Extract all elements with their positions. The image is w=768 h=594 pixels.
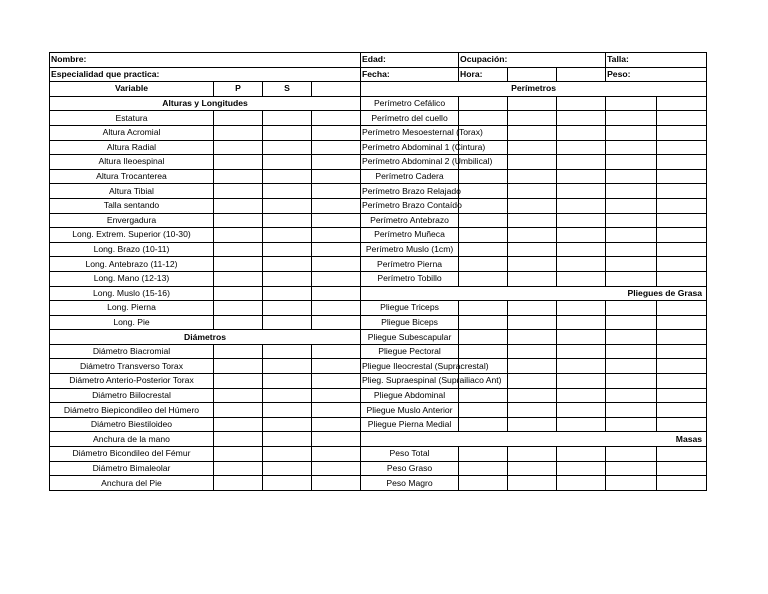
- value-cell[interactable]: [606, 374, 657, 389]
- variable-label: Altura Trocanterea: [50, 169, 214, 184]
- extra-value-cell[interactable]: [312, 242, 361, 257]
- s-value-cell[interactable]: [263, 417, 312, 432]
- blank-header-cell: [312, 82, 361, 97]
- p-value-cell[interactable]: [214, 242, 263, 257]
- value-cell[interactable]: [459, 184, 508, 199]
- perimeter-label: Perímetro Muslo (1cm): [361, 242, 459, 257]
- value-cell[interactable]: [606, 213, 657, 228]
- table-row: [50, 301, 707, 316]
- table-row: [50, 432, 707, 447]
- variable-label: Altura Ileoespinal: [50, 155, 214, 170]
- extra-value-cell[interactable]: [312, 286, 361, 301]
- p-value-cell[interactable]: [214, 111, 263, 126]
- talla-label: Talla:: [606, 53, 707, 68]
- value-cell[interactable]: [508, 198, 557, 213]
- value-cell[interactable]: [657, 140, 707, 155]
- table-row: [50, 184, 707, 199]
- edad-label: Edad:: [361, 53, 459, 68]
- s-value-cell[interactable]: [263, 374, 312, 389]
- perimeter-label: Pliegue Ileocrestal (Supracrestal): [361, 359, 459, 374]
- table-row: [50, 271, 707, 286]
- p-value-cell[interactable]: [214, 344, 263, 359]
- extra-value-cell[interactable]: [312, 388, 361, 403]
- column-header-row: [50, 82, 707, 97]
- value-cell[interactable]: [557, 374, 606, 389]
- value-cell[interactable]: [557, 155, 606, 170]
- value-cell[interactable]: [657, 388, 707, 403]
- value-cell[interactable]: [459, 330, 508, 345]
- table-row: [50, 315, 707, 330]
- p-value-cell[interactable]: [214, 374, 263, 389]
- s-value-cell[interactable]: [263, 315, 312, 330]
- fecha-label: Fecha:: [361, 67, 459, 82]
- p-value-cell[interactable]: [214, 301, 263, 316]
- p-value-cell[interactable]: [214, 155, 263, 170]
- value-cell[interactable]: [508, 213, 557, 228]
- s-value-cell[interactable]: [263, 432, 312, 447]
- table-row: [50, 330, 707, 345]
- extra-value-cell[interactable]: [312, 359, 361, 374]
- value-cell[interactable]: [606, 447, 657, 462]
- value-cell[interactable]: [657, 315, 707, 330]
- variable-label: Anchura de la mano: [50, 432, 214, 447]
- s-value-cell[interactable]: [263, 447, 312, 462]
- extra-value-cell[interactable]: [312, 476, 361, 491]
- perimeter-label: Peso Graso: [361, 461, 459, 476]
- extra-value-cell[interactable]: [312, 155, 361, 170]
- variable-label: Diámetro Transverso Torax: [50, 359, 214, 374]
- value-cell[interactable]: [508, 388, 557, 403]
- value-cell[interactable]: [508, 169, 557, 184]
- value-cell[interactable]: [606, 359, 657, 374]
- value-cell[interactable]: [508, 447, 557, 462]
- value-cell[interactable]: [606, 476, 657, 491]
- value-cell[interactable]: [557, 315, 606, 330]
- value-cell[interactable]: [508, 271, 557, 286]
- extra-value-cell[interactable]: [312, 301, 361, 316]
- value-cell[interactable]: [657, 476, 707, 491]
- value-cell[interactable]: [557, 169, 606, 184]
- perimeter-label: Perímetro Abdominal 2 (Umbilical): [361, 155, 459, 170]
- extra-value-cell[interactable]: [312, 125, 361, 140]
- perimeter-label: Perímetro Cadera: [361, 169, 459, 184]
- table-row: [50, 155, 707, 170]
- perimeter-label: Perímetro del cuello: [361, 111, 459, 126]
- variable-label: Altura Tibial: [50, 184, 214, 199]
- value-cell[interactable]: [508, 374, 557, 389]
- p-header: P: [214, 82, 263, 97]
- value-cell[interactable]: [508, 330, 557, 345]
- value-cell[interactable]: [459, 403, 508, 418]
- value-cell[interactable]: [557, 388, 606, 403]
- variable-label: Diámetro Biestiloideo: [50, 417, 214, 432]
- value-cell[interactable]: [459, 417, 508, 432]
- value-cell[interactable]: [657, 330, 707, 345]
- value-cell[interactable]: [557, 417, 606, 432]
- table-row: [50, 198, 707, 213]
- value-cell[interactable]: [459, 213, 508, 228]
- value-cell[interactable]: [657, 198, 707, 213]
- value-cell[interactable]: [557, 242, 606, 257]
- s-value-cell[interactable]: [263, 301, 312, 316]
- value-cell[interactable]: [459, 461, 508, 476]
- value-cell[interactable]: [657, 461, 707, 476]
- s-value-cell[interactable]: [263, 403, 312, 418]
- value-cell[interactable]: [557, 271, 606, 286]
- value-cell[interactable]: [657, 242, 707, 257]
- s-value-cell[interactable]: [263, 198, 312, 213]
- value-cell[interactable]: [459, 447, 508, 462]
- p-value-cell[interactable]: [214, 461, 263, 476]
- p-value-cell[interactable]: [214, 257, 263, 272]
- s-value-cell[interactable]: [263, 388, 312, 403]
- table-row: [50, 344, 707, 359]
- value-cell[interactable]: [657, 228, 707, 243]
- perimeter-label: Peso Magro: [361, 476, 459, 491]
- value-cell[interactable]: [657, 96, 707, 111]
- value-cell[interactable]: [508, 111, 557, 126]
- value-cell[interactable]: [606, 111, 657, 126]
- value-cell[interactable]: [606, 228, 657, 243]
- s-header: S: [263, 82, 312, 97]
- table-row: [50, 111, 707, 126]
- p-value-cell[interactable]: [214, 417, 263, 432]
- extra-value-cell[interactable]: [312, 344, 361, 359]
- perimeter-label: Peso Total: [361, 447, 459, 462]
- value-cell[interactable]: [557, 461, 606, 476]
- value-cell[interactable]: [459, 111, 508, 126]
- value-cell[interactable]: [459, 96, 508, 111]
- value-cell[interactable]: [606, 315, 657, 330]
- table-row: [50, 140, 707, 155]
- p-value-cell[interactable]: [214, 432, 263, 447]
- s-value-cell[interactable]: [263, 169, 312, 184]
- value-cell[interactable]: [459, 169, 508, 184]
- p-value-cell[interactable]: [214, 271, 263, 286]
- value-cell[interactable]: [657, 169, 707, 184]
- value-cell[interactable]: [606, 184, 657, 199]
- perimeter-label: Perímetro Mesoesternal (Torax): [361, 125, 459, 140]
- extra-value-cell[interactable]: [312, 140, 361, 155]
- extra-value-cell[interactable]: [312, 184, 361, 199]
- variable-label: Diámetro Biilocrestal: [50, 388, 214, 403]
- value-cell[interactable]: [508, 315, 557, 330]
- value-cell[interactable]: [508, 344, 557, 359]
- perimeter-label: Pliegue Muslo Anterior: [361, 403, 459, 418]
- variable-label: Long. Brazo (10-11): [50, 242, 214, 257]
- value-cell[interactable]: [657, 359, 707, 374]
- value-cell[interactable]: [606, 301, 657, 316]
- value-cell[interactable]: [557, 96, 606, 111]
- variable-label: Long. Antebrazo (11-12): [50, 257, 214, 272]
- value-cell[interactable]: [459, 228, 508, 243]
- value-cell[interactable]: [508, 417, 557, 432]
- perimeter-label: Perímetro Brazo Contaído: [361, 198, 459, 213]
- p-value-cell[interactable]: [214, 213, 263, 228]
- extra-value-cell[interactable]: [312, 169, 361, 184]
- value-cell[interactable]: [508, 301, 557, 316]
- value-cell[interactable]: [508, 184, 557, 199]
- hora-cell[interactable]: [557, 67, 606, 82]
- s-value-cell[interactable]: [263, 213, 312, 228]
- value-cell[interactable]: [657, 344, 707, 359]
- value-cell[interactable]: [657, 111, 707, 126]
- perimeter-label: Perímetro Cefálico: [361, 96, 459, 111]
- perimeter-label: Pliegue Pierna Medial: [361, 417, 459, 432]
- value-cell[interactable]: [657, 301, 707, 316]
- value-cell[interactable]: [657, 403, 707, 418]
- value-cell[interactable]: [557, 184, 606, 199]
- value-cell[interactable]: [508, 461, 557, 476]
- value-cell[interactable]: [606, 271, 657, 286]
- value-cell[interactable]: [459, 301, 508, 316]
- value-cell[interactable]: [657, 271, 707, 286]
- extra-value-cell[interactable]: [312, 461, 361, 476]
- value-cell[interactable]: [459, 242, 508, 257]
- section-heading: Diámetros: [50, 330, 361, 345]
- p-value-cell[interactable]: [214, 169, 263, 184]
- table-row: [50, 403, 707, 418]
- s-value-cell[interactable]: [263, 257, 312, 272]
- perimeter-label: Pliegue Triceps: [361, 301, 459, 316]
- s-value-cell[interactable]: [263, 461, 312, 476]
- value-cell[interactable]: [606, 330, 657, 345]
- variable-label: Anchura del Pie: [50, 476, 214, 491]
- table-row: [50, 461, 707, 476]
- variable-label: Diámetro Biepicondileo del Húmero: [50, 403, 214, 418]
- table-row: [50, 447, 707, 462]
- value-cell[interactable]: [606, 169, 657, 184]
- value-cell[interactable]: [657, 417, 707, 432]
- section-heading: Alturas y Longitudes: [50, 96, 361, 111]
- extra-value-cell[interactable]: [312, 403, 361, 418]
- s-value-cell[interactable]: [263, 286, 312, 301]
- s-value-cell[interactable]: [263, 125, 312, 140]
- s-value-cell[interactable]: [263, 228, 312, 243]
- variable-label: Diámetro Biacromial: [50, 344, 214, 359]
- value-cell[interactable]: [606, 242, 657, 257]
- value-cell[interactable]: [459, 344, 508, 359]
- p-value-cell[interactable]: [214, 359, 263, 374]
- value-cell[interactable]: [557, 257, 606, 272]
- value-cell[interactable]: [557, 330, 606, 345]
- perimeter-label: Pliegue Pectoral: [361, 344, 459, 359]
- perimeter-label: Pliegue Abdominal: [361, 388, 459, 403]
- table-row: [50, 228, 707, 243]
- hora-label: Hora:: [459, 67, 508, 82]
- value-cell[interactable]: [508, 228, 557, 243]
- value-cell[interactable]: [657, 184, 707, 199]
- value-cell[interactable]: [557, 140, 606, 155]
- extra-value-cell[interactable]: [312, 257, 361, 272]
- extra-value-cell[interactable]: [312, 213, 361, 228]
- value-cell[interactable]: [606, 96, 657, 111]
- perimeter-label: Perímetro Abdominal 1 (Cintura): [361, 140, 459, 155]
- p-value-cell[interactable]: [214, 184, 263, 199]
- perimeter-label: Plieg. Supraespinal (Suprailiaco Ant): [361, 374, 459, 389]
- p-value-cell[interactable]: [214, 125, 263, 140]
- p-value-cell[interactable]: [214, 286, 263, 301]
- peso-label: Peso:: [606, 67, 707, 82]
- table-row: [50, 125, 707, 140]
- perimeter-label: Perímetro Muñeca: [361, 228, 459, 243]
- value-cell[interactable]: [459, 315, 508, 330]
- perimetros-header: Perímetros: [361, 82, 707, 97]
- anthropometry-form-table: [49, 52, 707, 491]
- value-cell[interactable]: [657, 257, 707, 272]
- table-row: [50, 242, 707, 257]
- value-cell[interactable]: [557, 125, 606, 140]
- section-heading: Pliegues de Grasa: [361, 286, 707, 301]
- table-row: [50, 388, 707, 403]
- ocupacion-label: Ocupación:: [459, 53, 606, 68]
- header-row-2: [50, 67, 707, 82]
- perimeter-label: Perímetro Tobillo: [361, 271, 459, 286]
- table-row: [50, 417, 707, 432]
- value-cell[interactable]: [657, 213, 707, 228]
- value-cell[interactable]: [657, 447, 707, 462]
- p-value-cell[interactable]: [214, 228, 263, 243]
- value-cell[interactable]: [606, 257, 657, 272]
- table-row: [50, 213, 707, 228]
- table-row: [50, 476, 707, 491]
- perimeter-label: Pliegue Subescapular: [361, 330, 459, 345]
- value-cell[interactable]: [606, 140, 657, 155]
- variable-label: Altura Acromial: [50, 125, 214, 140]
- extra-value-cell[interactable]: [312, 432, 361, 447]
- value-cell[interactable]: [508, 476, 557, 491]
- section-heading: Masas: [361, 432, 707, 447]
- extra-value-cell[interactable]: [312, 228, 361, 243]
- p-value-cell[interactable]: [214, 315, 263, 330]
- p-value-cell[interactable]: [214, 447, 263, 462]
- perimeter-label: Perímetro Brazo Relajado: [361, 184, 459, 199]
- value-cell[interactable]: [508, 403, 557, 418]
- value-cell[interactable]: [606, 125, 657, 140]
- extra-value-cell[interactable]: [312, 271, 361, 286]
- value-cell[interactable]: [459, 271, 508, 286]
- value-cell[interactable]: [459, 257, 508, 272]
- table-row: [50, 96, 707, 111]
- especialidad-label: Especialidad que practica:: [50, 67, 361, 82]
- value-cell[interactable]: [557, 301, 606, 316]
- variable-label: Envergadura: [50, 213, 214, 228]
- s-value-cell[interactable]: [263, 359, 312, 374]
- value-cell[interactable]: [508, 242, 557, 257]
- variable-label: Estatura: [50, 111, 214, 126]
- value-cell[interactable]: [557, 344, 606, 359]
- value-cell[interactable]: [557, 447, 606, 462]
- p-value-cell[interactable]: [214, 403, 263, 418]
- perimeter-label: Pliegue Biceps: [361, 315, 459, 330]
- extra-value-cell[interactable]: [312, 315, 361, 330]
- variable-label: Long. Pierna: [50, 301, 214, 316]
- s-value-cell[interactable]: [263, 184, 312, 199]
- variable-label: Diámetro Anterio-Posterior Torax: [50, 374, 214, 389]
- value-cell[interactable]: [606, 403, 657, 418]
- table-row: [50, 169, 707, 184]
- value-cell[interactable]: [557, 198, 606, 213]
- header-row-1: [50, 53, 707, 68]
- value-cell[interactable]: [557, 111, 606, 126]
- value-cell[interactable]: [657, 125, 707, 140]
- table-row: [50, 286, 707, 301]
- table-row: [50, 359, 707, 374]
- variable-label: Diámetro Bicondileo del Fémur: [50, 447, 214, 462]
- table-row: [50, 374, 707, 389]
- s-value-cell[interactable]: [263, 242, 312, 257]
- variable-header: Variable: [50, 82, 214, 97]
- value-cell[interactable]: [606, 155, 657, 170]
- variable-label: Long. Mano (12-13): [50, 271, 214, 286]
- value-cell[interactable]: [557, 476, 606, 491]
- variable-label: Long. Extrem. Superior (10-30): [50, 228, 214, 243]
- value-cell[interactable]: [657, 374, 707, 389]
- value-cell[interactable]: [508, 257, 557, 272]
- value-cell[interactable]: [557, 403, 606, 418]
- extra-value-cell[interactable]: [312, 417, 361, 432]
- extra-value-cell[interactable]: [312, 374, 361, 389]
- value-cell[interactable]: [606, 344, 657, 359]
- value-cell[interactable]: [459, 198, 508, 213]
- p-value-cell[interactable]: [214, 476, 263, 491]
- nombre-label: Nombre:: [50, 53, 361, 68]
- variable-label: Long. Muslo (15-16): [50, 286, 214, 301]
- s-value-cell[interactable]: [263, 111, 312, 126]
- s-value-cell[interactable]: [263, 140, 312, 155]
- value-cell[interactable]: [606, 461, 657, 476]
- value-cell[interactable]: [606, 388, 657, 403]
- perimeter-label: Perímetro Pierna: [361, 257, 459, 272]
- value-cell[interactable]: [508, 125, 557, 140]
- extra-value-cell[interactable]: [312, 111, 361, 126]
- value-cell[interactable]: [657, 155, 707, 170]
- s-value-cell[interactable]: [263, 155, 312, 170]
- value-cell[interactable]: [606, 198, 657, 213]
- value-cell[interactable]: [459, 388, 508, 403]
- p-value-cell[interactable]: [214, 140, 263, 155]
- value-cell[interactable]: [508, 140, 557, 155]
- variable-label: Talla sentando: [50, 198, 214, 213]
- value-cell[interactable]: [557, 228, 606, 243]
- table-row: [50, 257, 707, 272]
- p-value-cell[interactable]: [214, 388, 263, 403]
- variable-label: Altura Radial: [50, 140, 214, 155]
- value-cell[interactable]: [459, 476, 508, 491]
- value-cell[interactable]: [508, 155, 557, 170]
- extra-value-cell[interactable]: [312, 198, 361, 213]
- value-cell[interactable]: [557, 359, 606, 374]
- value-cell[interactable]: [557, 213, 606, 228]
- s-value-cell[interactable]: [263, 344, 312, 359]
- p-value-cell[interactable]: [214, 198, 263, 213]
- value-cell[interactable]: [508, 359, 557, 374]
- perimeter-label: Perímetro Antebrazo: [361, 213, 459, 228]
- s-value-cell[interactable]: [263, 476, 312, 491]
- extra-value-cell[interactable]: [312, 447, 361, 462]
- hora-cell[interactable]: [508, 67, 557, 82]
- variable-label: Diámetro Bimaleolar: [50, 461, 214, 476]
- variable-label: Long. Pie: [50, 315, 214, 330]
- value-cell[interactable]: [606, 417, 657, 432]
- value-cell[interactable]: [508, 96, 557, 111]
- s-value-cell[interactable]: [263, 271, 312, 286]
